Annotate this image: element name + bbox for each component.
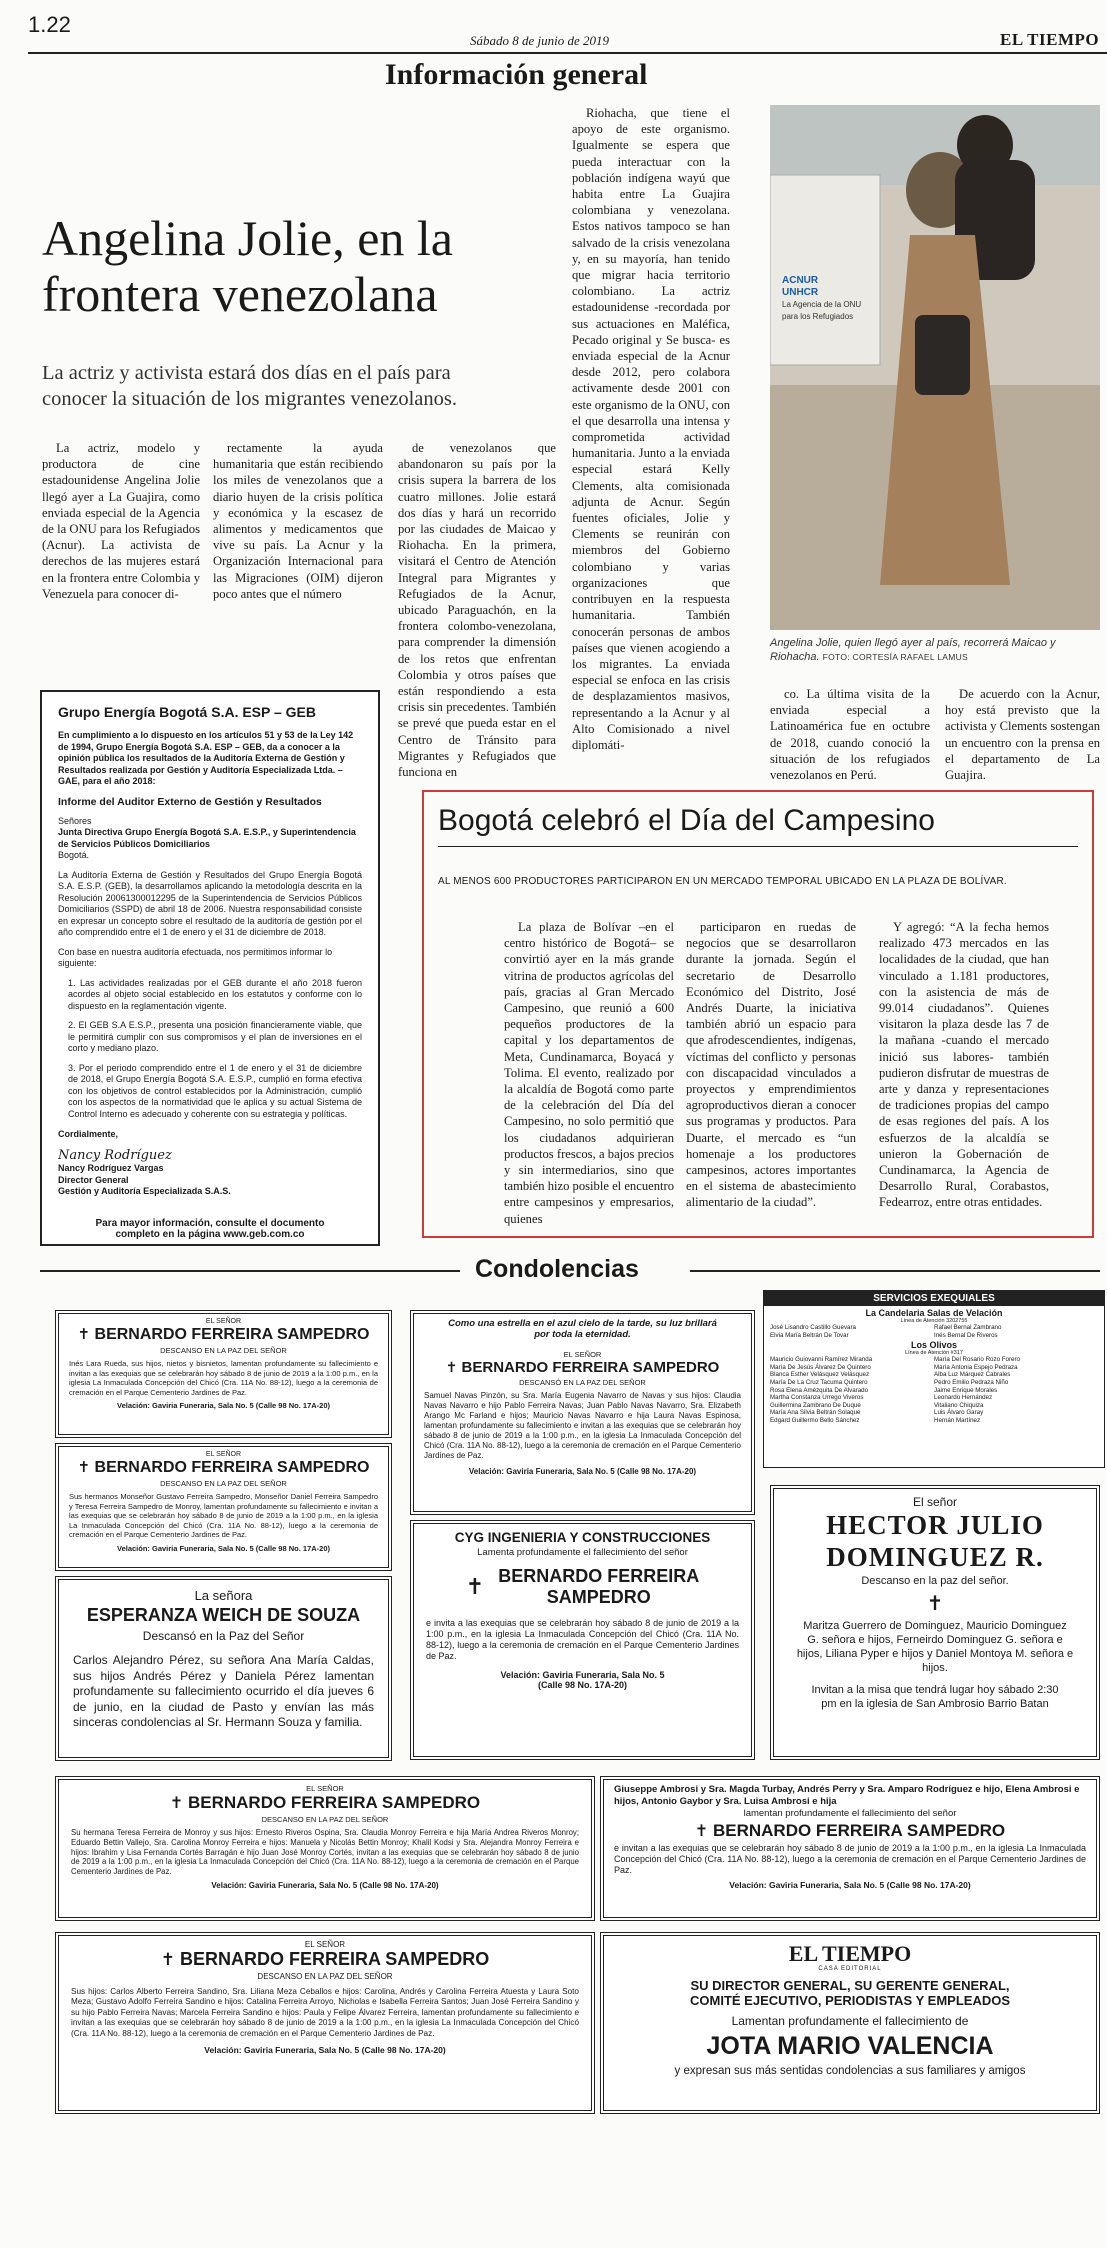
header-rule <box>28 52 1107 54</box>
obituary-el-tiempo <box>600 1932 1100 2114</box>
obit-top: EL SEÑOR <box>205 1318 242 1325</box>
obit-foot: Velación: Gaviria Funeraria, Sala No. 5 (Calle 98 No. 17A-20) <box>211 1880 439 1890</box>
obit-foot: Velación: Gaviria Funeraria, Sala No. 5 <box>500 1670 665 1680</box>
obituary-ferreira-1 <box>55 1310 392 1438</box>
photo-illustration <box>770 105 1100 630</box>
obit-body: Inés Lara Rueda, sus hijos, nietos y bisnietos, lamentan profundamente su fallecimiento e invitan a las exequias que se celebrarán hoy sábado 8 de junio de 2019 a la 1:00 p.m., en la iglesia La Inmaculada Concepción del Chicó (Cra. 11A No. 88-12), luego a la ceremonia de cremación en el Parque Cementerio Jardines de Paz. <box>69 1359 378 1397</box>
addressee-line: Junta Directiva Grupo Energía Bogotá S.A. E.S.P., y Superintendencia de Servicios Públicos Domiciliarios <box>58 827 356 849</box>
geb-notice-para1: La Auditoría Externa de Gestión y Resultados del Grupo Energía Bogotá S.A. E.S.P. (GEB), la desarrollamos aplicando la metodología descrita en la Resolución 20061300012295 de la Superintendencia de Servicios Públicos Domiciliarios (SSPD) de abril 18 de 2006. Nuestra responsabilidad consiste en expresar un concepto sobre el resultado de la auditoría de gestión por el año comprendido entre el 1 de enero y el 31 de diciembre de 2018. <box>58 869 362 937</box>
obit-body: Maritza Guerrero de Dominguez, Mauricio Dominguez G. señora e hijos, Ferneirdo Dominguez G. señora e hijos, Liliana Pyper e hijos y Daniel Montoya M. señora e hijos. <box>796 1620 1074 1674</box>
obituary-ferreira-monroy <box>55 1776 595 1921</box>
obit-rest: Descansó en la Paz del Señor <box>142 1629 305 1643</box>
obituary-cyg <box>410 1520 755 1760</box>
obit-name: BERNARDO FERREIRA SAMPEDRO <box>187 1793 481 1812</box>
obit-body: Sus hijos: Carlos Alberto Ferreira Sandino, Sra. Liliana Meza Ceballos e hijos: Carolina, Andrés y Carolina Ferreira Atuesta y Laura Soto Meza; Gustavo Adolfo Ferreira Sandino e hijos: Catalina Ferreira Arroyo, Nicholas e Isabella Ferreira Santos; Juan José Ferreira Sandino y su hijo Pablo Ferreira Navas; Marcela Ferreira Sandino e hijos: Paula y Felipe Álvarez Ferreira, lamentan profundamente su fallecimiento e invitan a las exequias que se celebrarán hoy sábado 8 de junio de 2019 a la 1:00 p.m., en la iglesia La Inmaculada Concepción del Chicó (Cra. 11A No. 88-12), luego a la ceremonia de cremación en el Parque Cementerio Jardines de Paz. <box>71 1987 579 2038</box>
services-col-right <box>934 1356 1098 1424</box>
obit-name-row <box>614 1821 1086 1841</box>
services-name: María Antonia Espejo Pedraza <box>934 1363 1018 1371</box>
geb-signature: Nancy Rodríguez <box>58 1148 172 1164</box>
acnur-sign-line: para los Refugiados <box>782 312 854 321</box>
second-rule <box>438 846 1078 847</box>
acnur-sign-line: UNHCR <box>782 287 819 298</box>
obituary-ferreira-sandino <box>55 1932 595 2114</box>
obit-rest: Descanso en la paz del señor. <box>861 1575 1009 1587</box>
photo-caption-text: Angelina Jolie, quien llegó ayer al país, recorrerá Maicao y Riohacha. <box>770 637 1056 663</box>
main-col-3: de venezolanos que abandonaron su país por la crisis supera la barrera de los cuatro millones. Jolie estará dos días y hará un recorrido por las ciudades de Maicao y Riohacha. En la primera, visitará el Centro de Atención Integral para Migrantes y Refugiados de la Acnur, ubicado Paraguachón, en la frontera colombo-venezolana, para comprender la dimensión de los retos que enfrentan Colombia y otros países que están respondiendo a esta crisis sin precedentes. También se prevé que pueda estar en el Centro de Tránsito para Migrantes y Refugiados que funciona en <box>398 441 556 780</box>
acnur-sign-line: ACNUR <box>782 275 819 286</box>
obit-name-row <box>424 1359 741 1376</box>
obit-rest: DESCANSO EN LA PAZ DEL SEÑOR <box>160 1479 287 1488</box>
second-kicker: AL MENOS 600 PRODUCTORES PARTICIPARON EN UN MERCADO TEMPORAL UBICADO EN LA PLAZA DE BOLÍVAR. <box>438 876 1007 887</box>
services-name: Rafael Bernal Zambrano <box>934 1324 1002 1331</box>
obit-top: EL SEÑOR <box>306 1784 344 1793</box>
section-title: Información general <box>385 58 648 91</box>
obit-name-row <box>71 1793 579 1813</box>
page-number: 1.22 <box>28 12 71 37</box>
obit-line: y expresan sus más sentidas condolencias a sus familiares y amigos <box>674 2065 1026 2077</box>
services-name: María Del Rosario Rozo Forero <box>934 1356 1020 1364</box>
cross-icon: ✝ <box>77 1325 91 1343</box>
obituary-ferreira-2 <box>55 1443 392 1571</box>
obit-company: CYG INGENIERIA Y CONSTRUCCIONES <box>454 1530 711 1545</box>
geb-notice-subtitle: Informe del Auditor Externo de Gestión y Resultados <box>58 795 322 808</box>
obit-foot: Velación: Gaviria Funeraria, Sala No. 5 (Calle 98 No. 17A-20) <box>729 1880 971 1890</box>
services-sub: Los Olivos <box>910 1340 957 1351</box>
obit-name: JOTA MARIO VALENCIA <box>706 2032 994 2060</box>
obit-foot: Velación: Gaviria Funeraria, Sala No. 5 (Calle 98 No. 17A-20) <box>204 2045 446 2056</box>
obit-body: e invitan a las exequias que se celebrarán hoy sábado 8 de junio de 2019 a la 1:00 p.m., en la iglesia La Inmaculada Concepción del Chicó (Cra. 11A No. 88-12), luego a la ceremonia de cremación en el Parque Cementerio Jardines de Paz. <box>614 1843 1086 1875</box>
obit-foot: Velación: Gaviria Funeraria, Sala No. 5 (Calle 98 No. 17A-20) <box>116 1401 330 1410</box>
obit-foot: Velación: Gaviria Funeraria, Sala No. 5 (Calle 98 No. 17A-20) <box>468 1467 697 1476</box>
cross-icon: ✝ <box>160 1950 175 1970</box>
geb-notice-para2: Con base en nuestra auditoría efectuada, nos permitimos informar lo siguiente: <box>58 946 333 968</box>
obit-name: DOMINGUEZ R. <box>826 1542 1044 1572</box>
services-name: Leonardo Hernández <box>934 1394 993 1402</box>
obit-invite: Invitan a la misa que tendrá lugar hoy sábado 2:30 pm en la iglesia de San Ambrosio Barrio Batan <box>811 1684 1059 1710</box>
services-name: Blanca Esther Velásquez Velásquez <box>770 1371 870 1379</box>
obit-lament: Lamenta profundamente el fallecimiento del señor <box>477 1547 688 1558</box>
cross-icon: ✝ <box>169 1793 184 1812</box>
cross-icon: ✝ <box>926 1591 944 1615</box>
cross-icon: ✝ <box>445 1360 458 1376</box>
obit-name: BERNARDO FERREIRA SAMPEDRO <box>712 1821 1006 1840</box>
main-col-2: rectamente la ayuda humanitaria que están recibiendo los miles de venezolanos que a diario huyen de la crisis política y económica y la escasez de alimentos y medicamentos que vive su país. La Acnur y la Organización Internacional para las Migraciones (OIM) dijeron poco antes que el número <box>213 441 383 601</box>
obit-body: Samuel Navas Pinzón, su Sra. María Eugenia Navarro de Navas y sus hijos: Claudia Navas Navarro e hijo Pablo Ferreira Navas; Juan Pablo Navas Navarro, Sra. Elizabeth Arango Mc Farland e hijos; Mauricio Navas Navarro e hija Laura Navas Espinosa, lamentan profundamente su fallecimiento e invitan a las exequias que se celebrarán hoy sábado 8 de junio de 2019 a la 1:00 p.m., en la iglesia La Inmaculada Concepción del Chicó (Cra. 11A No. 88-12), luego a la ceremonia de cremación en el Parque Cementerio Jardines de Paz. <box>424 1391 741 1460</box>
obit-name: BERNARDO FERREIRA SAMPEDRO <box>179 1949 490 1969</box>
obit-verse: Como una estrella en el azul cielo de la tarde, su luz brillará por toda la eternidad. <box>448 1318 717 1340</box>
services-name: Edgard Guillermo Bello Sánchez <box>770 1416 860 1424</box>
el-tiempo-logo-sub: CASA EDITORIAL <box>818 1966 882 1972</box>
services-block-2 <box>764 1356 1104 1424</box>
el-tiempo-logo: EL TIEMPO <box>788 1941 912 1966</box>
obit-name: HECTOR JULIO <box>826 1510 1044 1540</box>
obit-rest: DESCANSÓ EN LA PAZ DEL SEÑOR <box>519 1378 646 1387</box>
obit-body: e invita a las exequias que se celebrarán hoy sábado 8 de junio de 2019 a la 1:00 p.m., en la iglesia La Inmaculada Concepción del Chicó (Cra. 11A No. 88-12), luego a la ceremonia de cremación en el Parque Cementerio Jardines de Paz. <box>426 1618 739 1661</box>
services-name: Alba Luz Márquez Cabrales <box>934 1371 1011 1379</box>
obit-name-row <box>71 1949 579 1970</box>
geb-notice-item: 2. El GEB S.A E.S.P., presenta una posición financieramente viable, que le permitirá cumplir con sus compromisos y el plan de inversiones en el corto y mediano plazo. <box>68 1020 362 1053</box>
photo-caption <box>770 636 1100 664</box>
obituary-ambrosi <box>600 1776 1100 1921</box>
obituary-weich <box>55 1576 392 1761</box>
obit-name-row <box>69 1325 378 1344</box>
services-line: Línea de Atención 3202755 <box>900 1318 968 1324</box>
obit-body: Su hermana Teresa Ferreira de Monroy y sus hijos: Ernesto Riveros Ospina, Sra. Claudia Monroy Ferreira e hija María Andrea Riveros Monroy; Eduardo Bettin Vallejo, Sra. Carolina Monroy Ferreira e hijos: Manuela y Nicolás Bettin Monroy; Khalil Kodsi y Sra. Alejandra Monroy Ferreira e hijos: Ibrahim y Lisa Fernanda Cortés Barragán e hijo Juan José Monroy Cortés, invitan a las exequias que se celebrarán hoy sábado 8 de junio de 2019 a la 1:00 p.m., en la iglesia La Inmaculada Concepción del Chicó (Cra. 11A No. 88-12), luego a la ceremonia de cremación en el Parque Cementerio Jardines de Paz. <box>71 1828 579 1877</box>
addressee-line: Bogotá. <box>58 850 90 860</box>
services-sub: La Candelaria Salas de Velación <box>865 1308 1003 1318</box>
obit-name: BERNARDO FERREIRA SAMPEDRO <box>94 1326 370 1343</box>
geb-notice-intro: En cumplimiento a lo dispuesto en los artículos 51 y 53 de la Ley 142 de 1994, Grupo Energía Bogotá S.A. ESP – GEB, da a conocer a la opinión pública los resultados de la Auditoría Externa de Gestión y Resultados realizada por Gestión y Auditoría Especializada Ltda. – GAE, para el año 2018: <box>58 730 354 786</box>
page-date: Sábado 8 de junio de 2019 <box>470 33 610 48</box>
brand-logo: EL TIEMPO <box>1000 30 1100 49</box>
services-name: María De Jesús Álvarez De Quintero <box>770 1363 871 1371</box>
obit-foot: Velación: Gaviria Funeraria, Sala No. 5 (Calle 98 No. 17A-20) <box>116 1543 330 1553</box>
main-col-6: De acuerdo con la Acnur, hoy está previsto que la activista y Clements sostengan un encuentro con la prensa en el departamento de La Guajira. <box>945 687 1100 783</box>
geb-notice-addressee <box>58 816 362 862</box>
obit-name: ESPERANZA WEICH DE SOUZA <box>86 1605 361 1625</box>
obituary-ferreira-navas <box>410 1310 755 1515</box>
condolencias-rule-right <box>690 1270 1100 1272</box>
obit-top: El señor <box>912 1495 958 1509</box>
main-col-4: Riohacha, que tiene el apoyo de este organismo. Igualmente se espera que pueda interactuar con la población indígena wayú que habita entre La Guajira colombiana y venezolana. Estos nativos tampoco se han salvado de la crisis venezolana y, en su mayoría, han tenido que migrar hacia territorio colombiano. La actriz estadounidense -recordada por sus actuaciones en Maléfica, Pecado original y Se busca- es enviada especial de la Acnur desde 2012, pero colabora activamente desde 2001 con este organismo de la ONU, con el que desarrolla una intensa y comprometida actividad humanitaria. Junto a la enviada especial estará Kelly Clements, alta comisionada adjunta de Acnur. Según fuentes oficiales, Jolie y Clements se reunirán con miembros del Gobierno colombiano y varias organizaciones que contribuyen en la respuesta humanitaria. También conocerán personas de ambos países que vienen acogiendo a los migrantes. La enviada especial se enfoca en las crisis de desplazamientos masivos, representando a la Acnur y al Alto Comisionado a nivel diplomáti- <box>572 106 730 752</box>
obit-name: BERNARDO FERREIRA SAMPEDRO <box>94 1459 370 1476</box>
services-name: Rosa Elena Amézquita De Alvarado <box>770 1386 869 1394</box>
obit-rest: DESCANSO EN LA PAZ DEL SEÑOR <box>261 1815 389 1824</box>
main-deck: La actriz y activista estará dos días en el país para conocer la situación de los migrantes venezolanos. <box>42 362 457 410</box>
services-name: Pedro Emilio Pedraza Niño <box>934 1378 1009 1386</box>
signer-line: Director General <box>58 1174 129 1185</box>
services-header: SERVICIOS EXEQUIALES <box>764 1291 1104 1306</box>
photo-credit: FOTO: CORTESÍA RAFAEL LAMUS <box>822 652 969 662</box>
main-col-5: co. La última visita de la enviada especial a Latinoamérica fue en octubre de 2018, cuando conoció la situación de los refugiados venezolanos en Perú. <box>770 687 930 783</box>
servicios-exequiales <box>763 1290 1105 1468</box>
geb-notice-closing: Cordialmente, <box>58 1129 119 1139</box>
services-block-1 <box>764 1324 1104 1339</box>
services-line: Línea de Atención #317 <box>905 1350 963 1357</box>
acnur-sign-line: La Agencia de la ONU <box>782 300 862 309</box>
second-headline: Bogotá celebró el Día del Campesino <box>438 804 935 837</box>
cross-icon: ✝ <box>694 1821 709 1840</box>
geb-signer <box>58 1163 362 1198</box>
services-col-left <box>770 1324 934 1339</box>
services-name: Inés Bernal De Riveros <box>934 1331 998 1339</box>
condolencias-title: Condolencias <box>475 1255 639 1283</box>
services-name: Martha Constanza Urrego Viveros <box>770 1394 864 1402</box>
geb-notice-item: 3. Por el periodo comprendido entre el 1 de enero y el 31 de diciembre de 2018, el Grupo Energía Bogotá S.A. E.S.P., cumplió en forma efectiva con los objetivos de control establecidos por la Administración, cumplió con los aspectos de la normatividad que le aplica y su actual Sistema de Control Interno es adecuado y coherente con su estrategia y políticas. <box>68 1062 362 1119</box>
second-story-box <box>422 790 1094 1238</box>
services-name: Vitaliano Chiquiza <box>934 1401 984 1409</box>
services-name: María De La Cruz Tacuma Quintero <box>770 1378 868 1386</box>
main-headline: Angelina Jolie, en la frontera venezolana <box>42 210 453 322</box>
geb-notice-title: Grupo Energía Bogotá S.A. ESP – GEB <box>58 704 317 720</box>
addressee-line: Señores <box>58 815 92 826</box>
services-name: Mauricio Guiovanni Ramírez Miranda <box>770 1356 873 1364</box>
services-name: Elvia María Beltrán De Tovar <box>770 1331 849 1339</box>
obit-name-row <box>69 1458 378 1477</box>
obit-body: Sus hermanos Monseñor Gustavo Ferreira Sampedro, Monseñor Daniel Ferreira Sampedro y Teresa Ferreira Sampedro de Monroy, lamentan profundamente su fallecimiento e invitan a las exequias que se celebrarán hoy sábado 8 de junio de 2019 a la 1:00 p.m., en la iglesia La Inmaculada Concepción del Chicó (Cra. 11A No. 88-12), luego a la ceremonia de cremación en el Parque Cementerio Jardines de Paz. <box>69 1492 378 1539</box>
obit-rest: DESCANSO EN LA PAZ DEL SEÑOR <box>257 1972 393 1981</box>
condolencias-rule-left <box>40 1270 460 1272</box>
acnur-sign <box>782 275 861 323</box>
obit-foot: (Calle 98 No. 17A-20) <box>537 1680 628 1690</box>
geb-notice-footer: Para mayor información, consulte el documento completo en la página www.geb.com.co <box>95 1217 325 1240</box>
obit-top: EL SEÑOR <box>304 1940 346 1949</box>
obit-top: EL SEÑOR <box>563 1350 602 1359</box>
obit-lament: lamentan profundamente el fallecimiento del señor <box>743 1808 957 1819</box>
signer-line: Nancy Rodríguez Vargas <box>58 1163 164 1174</box>
services-name: María Ana Silvia Beltrán Solaque <box>770 1409 861 1417</box>
second-col-3: Y agregó: “A la fecha hemos realizado 473 mercados en las localidades de la ciudad, que han vinculado a 1.181 productores, con la asistencia de más de 99.014 ciudadanos”. Quienes visitaron la plaza desde las 7 de la mañana -cuando el mercado inició sus labores- también pudieron disfrutar de muestras de arte y danza y representaciones de tradiciones propias del campo de esas regiones del país. A los esfuerzos de la alcaldía se unieron la Gobernación de Cundinamarca, la Agencia de Desarrollo Rural, Corabastos, Fedearroz, entre otras entidades. <box>879 920 1049 1210</box>
cross-icon: ✝ <box>465 1574 485 1600</box>
obit-names: Giuseppe Ambrosi y Sra. Magda Turbay, Andrés Perry y Sra. Amparo Rodríguez e hijo, Elena Ambrosi e hijos, Antonio Gaybor y Sra. Luisa Ambrosi e hija <box>614 1784 1080 1807</box>
services-col-left <box>770 1356 934 1424</box>
obit-rest: DESCANSO EN LA PAZ DEL SEÑOR <box>160 1346 287 1355</box>
services-name: José Lisandro Castillo Guevara <box>770 1324 856 1331</box>
services-name: Luis Álvaro Garay <box>934 1409 984 1417</box>
obit-top: La señora <box>194 1588 253 1603</box>
services-name: Hernán Martínez <box>934 1416 981 1424</box>
signer-line: Gestión y Auditoría Especializada S.A.S. <box>58 1186 231 1197</box>
obit-line: Lamentan profundamente el fallecimiento de <box>731 2014 969 2028</box>
main-col-1: La actriz, modelo y productora de cine estadounidense Angelina Jolie llegó ayer a La Guajira, como enviada especial de la Agencia de la ONU para los Refugiados (Acnur). La activista de derechos de las mujeres estará en la frontera entre Colombia y Venezuela para conocer di- <box>42 441 200 601</box>
obit-name: BERNARDO FERREIRA SAMPEDRO <box>461 1359 720 1376</box>
geb-notice-item: 1. Las actividades realizadas por el GEB durante el año 2018 fueron acordes al objeto social establecido en los estatutos y conforme con lo dispuesto en la reglamentación vigente. <box>68 977 362 1011</box>
obit-name: SAMPEDRO <box>546 1587 651 1607</box>
services-col-right <box>934 1324 1098 1339</box>
angelina-jolie-photo <box>770 105 1100 630</box>
obit-line: COMITÉ EJECUTIVO, PERIODISTAS Y EMPLEADOS <box>690 1993 1010 2008</box>
obit-name-row <box>426 1566 739 1608</box>
obit-top: EL SEÑOR <box>205 1451 242 1458</box>
second-col-1: La plaza de Bolívar –en el centro histórico de Bogotá– se convirtió ayer en la más grande vitrina de productos agrícolas del país, gracias al Gran Mercado Campesino, que reunió a 600 pequeños productores de la capital y los departamentos de Meta, Cundinamarca, Boyacá y Tolima. El evento, realizado por la alcaldía de Bogotá como parte de la celebración del Día del Campesino, no solo permitió que los ciudadanos adquirieran productos frescos, a bajos precios y sin intermediarios, sino que también hizo posible el encuentro entre campesinos y empresarios, quienes <box>504 920 674 1226</box>
obit-line: SU DIRECTOR GENERAL, SU GERENTE GENERAL, <box>690 1978 1010 1993</box>
obit-name: BERNARDO FERREIRA <box>498 1566 700 1586</box>
cross-icon: ✝ <box>77 1458 91 1476</box>
services-name: Guillermina Zambrano De Duque <box>770 1401 861 1409</box>
second-col-2: participaron en ruedas de negocios que se desarrollaron durante la jornada. Según el secretario de Desarrollo Económico del Distrito, José Andrés Duarte, la iniciativa también abrió un espacio para que afrodescendientes, indígenas, víctimas del conflicto y personas con discapacidad vinculados a proyectos y emprendimientos agroproductivos dieran a conocer sus programas y productos. Para Duarte, el mercado es “un homenaje a los productores campesinos, actores importantes en el sistema de abastecimiento alimentario de la ciudad”. <box>686 920 856 1210</box>
services-name: Jaime Enrique Morales <box>934 1386 998 1394</box>
obit-body: Carlos Alejandro Pérez, su señora Ana María Caldas, sus hijos Andrés Pérez y Daniela Pérez lamentan profundamente su fallecimiento ocurrido el día jueves 6 de junio, en la ciudad de Pasto y envían las más sinceras condolencias al Sr. Hermann Souza y familia. <box>73 1653 374 1729</box>
obituary-dominguez <box>770 1485 1100 1760</box>
geb-notice <box>40 690 380 1246</box>
